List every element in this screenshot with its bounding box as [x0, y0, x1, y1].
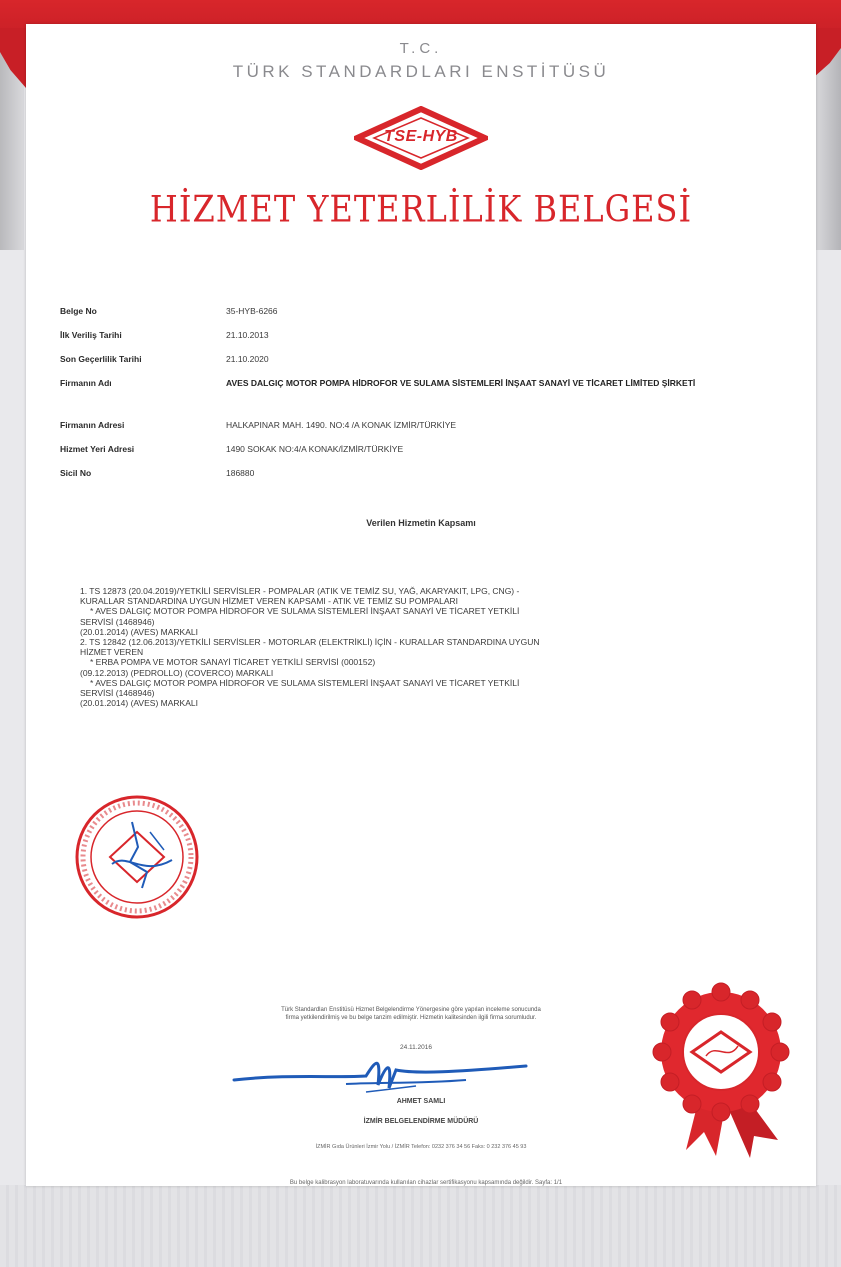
scope-line: HİZMET VEREN [80, 647, 144, 658]
info-value: 1490 SOKAK NO:4/A KONAK/İZMİR/TÜRKİYE [226, 444, 404, 454]
bottom-note: Bu belge kalibrasyon laboratuvarında kullanılan cihazlar sertifikasyonu kapsamında değildir. Sayfa: 1/1 [289, 1180, 563, 1186]
institute-name: TÜRK STANDARDLARI ENSTİTÜSÜ [232, 62, 610, 81]
scope-line: * AVES DALGIÇ MOTOR POMPA HİDROFOR VE SULAMA SİSTEMLERİ İNŞAAT SANAYİ VE TİCARET YETKİLİ [90, 606, 520, 617]
footer-note-line-1: Türk Standardları Enstitüsü Hizmet Belgelendirme Yönergesine göre yapılan inceleme sonucunda [281, 1007, 541, 1013]
address-line: İZMİR Gıda Ürünleri İzmir Yolu / İZMİR Telefon: 0232 376 34 56 Faks: 0 232 376 45 93 [315, 1144, 527, 1150]
info-label: Firmanın Adresi [60, 420, 125, 430]
round-seal [72, 792, 202, 922]
info-row [60, 306, 790, 317]
info-label: Sicil No [60, 468, 92, 478]
info-label: Son Geçerlilik Tarihi [60, 354, 142, 364]
info-row [60, 420, 790, 431]
signer-name: AHMET SAMLI [396, 1098, 446, 1105]
info-row [60, 468, 790, 479]
signer-title: İZMİR BELGELENDİRME MÜDÜRÜ [363, 1118, 479, 1125]
info-row [60, 378, 790, 389]
tse-hyb-logo [354, 106, 488, 170]
scope-line: SERVİSİ (1468946) [80, 616, 155, 627]
info-row [60, 444, 790, 455]
scope-line: (20.01.2014) (AVES) MARKALI [80, 626, 198, 637]
info-value: 35-HYB-6266 [226, 306, 278, 316]
info-value: 186880 [226, 468, 255, 478]
info-label: Firmanın Adı [60, 378, 112, 388]
scope-line: * ERBA POMPA VE MOTOR SANAYİ TİCARET YETKİLİ SERVİSİ (000152) [90, 657, 376, 668]
scope-line: * AVES DALGIÇ MOTOR POMPA HİDROFOR VE SULAMA SİSTEMLERİ İNŞAAT SANAYİ VE TİCARET YETKİLİ [90, 677, 520, 688]
bottom-background [0, 1185, 841, 1267]
certificate-title: HİZMET YETERLİLİK BELGESİ [149, 187, 693, 231]
info-value: AVES DALGIÇ MOTOR POMPA HİDROFOR VE SULAMA SİSTEMLERİ İNŞAAT SANAYİ VE TİCARET LİMİTED ŞİRKETİ [226, 378, 696, 388]
certificate-paper [26, 24, 816, 1186]
signature-date: 24.11.2016 [399, 1044, 433, 1051]
info-row [60, 330, 790, 341]
scope-line: SERVİSİ (1468946) [80, 688, 155, 699]
info-row [60, 354, 790, 365]
info-value: 21.10.2013 [226, 330, 269, 340]
scope-text [80, 586, 780, 708]
scope-line: (20.01.2014) (AVES) MARKALI [80, 698, 198, 709]
footer-note-line-2: firma yetkilendirilmiş ve bu belge tanzim edilmiştir. Hizmetin kalitesinden ilgili firma sorumludur. [285, 1015, 537, 1021]
scope-line: (09.12.2013) (PEDROLLO) (COVERCO) MARKALI [80, 667, 274, 678]
footer-note [176, 1006, 646, 1022]
red-rosette [646, 980, 796, 1160]
scope-title: Verilen Hizmetin Kapsamı [366, 518, 476, 528]
tc-heading: T.C. [399, 40, 443, 57]
scope-line: KURALLAR STANDARDINA UYGUN HİZMET VEREN KAPSAMI - ATIK VE TEMİZ SU POMPALARI [80, 596, 459, 607]
rosette-icon [646, 980, 796, 1160]
scope-line: 2. TS 12842 (12.06.2013)/YETKİLİ SERVİSLER - MOTORLAR (ELEKTRİKLİ) İÇİN - KURALLAR STANDARDINA UYGUN [80, 637, 540, 648]
info-value: 21.10.2020 [226, 354, 269, 364]
info-value: HALKAPINAR MAH. 1490. NO:4 /A KONAK İZMİR/TÜRKİYE [226, 420, 457, 430]
scope-line: 1. TS 12873 (20.04.2019)/YETKİLİ SERVİSLER - POMPALAR (ATIK VE TEMİZ SU, YAĞ, AKARYAKIT, LPG, CNG) - [80, 586, 520, 596]
logo-text: TSE-HYB [384, 128, 458, 145]
info-label: Belge No [60, 306, 97, 316]
info-label: İlk Veriliş Tarihi [60, 330, 122, 340]
info-label: Hizmet Yeri Adresi [60, 444, 135, 454]
seal-icon [72, 792, 202, 922]
